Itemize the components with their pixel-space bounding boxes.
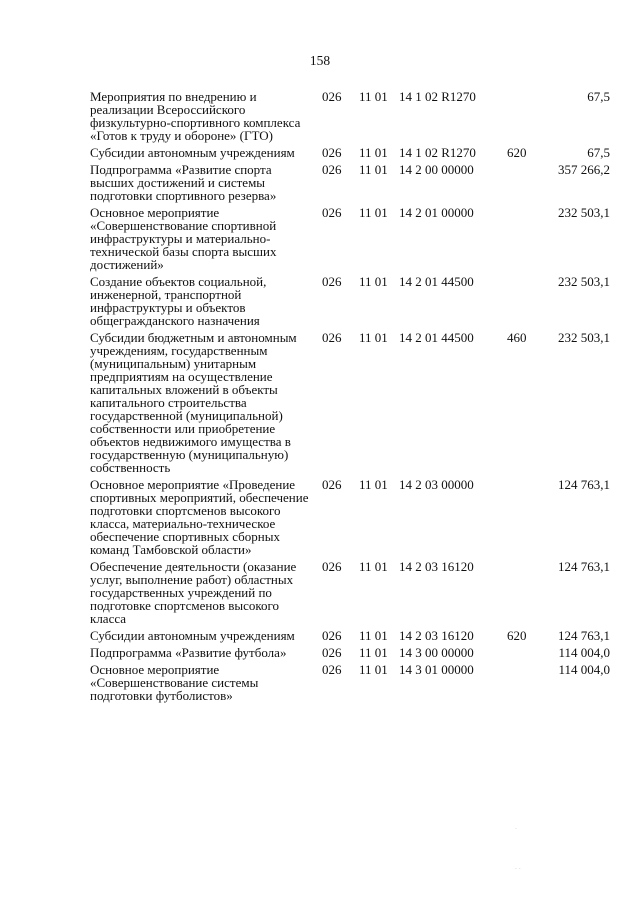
- row-amount: 114 004,0: [558, 662, 610, 677]
- table-row: [90, 629, 610, 646]
- row-target-code: 14 3 01 00000: [399, 662, 474, 677]
- row-target-code: 14 3 00 00000: [399, 645, 474, 660]
- table-row: [90, 646, 610, 663]
- table-row: [90, 90, 610, 146]
- row-section-code: 11 01: [359, 274, 388, 289]
- row-name: Основное мероприятие «Проведение спортивных мероприятий, обеспечение подготовки спортсменов высокого класса, материально-техническое обеспечение спортивных сборных команд Тамбовской области»: [90, 477, 309, 557]
- row-expense-type: [507, 163, 540, 206]
- row-expense-type: [507, 90, 540, 146]
- row-amount: 357 266,2: [558, 162, 610, 177]
- row-section-code: 11 01: [359, 145, 388, 160]
- row-name: Субсидии автономным учреждениям: [90, 145, 295, 160]
- row-expense-type: [507, 275, 540, 331]
- row-section-code: 11 01: [359, 477, 388, 492]
- row-expense-type: 460: [507, 330, 527, 345]
- row-section-code: 11 01: [359, 205, 388, 220]
- table-row: [90, 163, 610, 206]
- row-expense-type: [507, 663, 540, 706]
- row-expense-type: 620: [507, 145, 527, 160]
- scan-artifact: ·: [515, 826, 517, 833]
- row-amount: 232 503,1: [558, 274, 610, 289]
- row-name: Субсидии бюджетным и автономным учреждениям, государственным (муниципальным) унитарным предприятиям на осуществление капитальных вложений в объекты капитального строительства государственной (муниципальной) собственности или приобретение объектов недвижимого имущества в государственную (муниципальную) собственность: [90, 330, 297, 475]
- row-name: Субсидии автономным учреждениям: [90, 628, 295, 643]
- row-section-code: 11 01: [359, 330, 388, 345]
- row-amount: 124 763,1: [558, 628, 610, 643]
- table-row: [90, 331, 610, 478]
- row-section-code: 11 01: [359, 162, 388, 177]
- table-row: [90, 146, 610, 163]
- table-row: [90, 275, 610, 331]
- row-grbs-code: 026: [322, 162, 342, 177]
- row-amount: 67,5: [587, 89, 610, 104]
- row-grbs-code: 026: [322, 645, 342, 660]
- row-grbs-code: 026: [322, 205, 342, 220]
- row-grbs-code: 026: [322, 274, 342, 289]
- row-name: Создание объектов социальной, инженерной, транспортной инфраструктуры и объектов общегражданского назначения: [90, 274, 267, 328]
- table-row: [90, 206, 610, 275]
- scan-artifact: · ·: [515, 866, 521, 873]
- table-row: [90, 478, 610, 560]
- row-target-code: 14 2 01 44500: [399, 274, 474, 289]
- row-name: Обеспечение деятельности (оказание услуг, выполнение работ) областных государственных учреждений по подготовке спортсменов высокого класса: [90, 559, 297, 626]
- row-grbs-code: 026: [322, 662, 342, 677]
- row-grbs-code: 026: [322, 89, 342, 104]
- row-grbs-code: 026: [322, 145, 342, 160]
- row-name: Подпрограмма «Развитие спорта высших достижений и системы подготовки спортивного резерва»: [90, 162, 277, 203]
- row-amount: 232 503,1: [558, 205, 610, 220]
- row-section-code: 11 01: [359, 645, 388, 660]
- row-name: Подпрограмма «Развитие футбола»: [90, 645, 287, 660]
- row-amount: 67,5: [587, 145, 610, 160]
- row-target-code: 14 2 03 16120: [399, 559, 474, 574]
- row-target-code: 14 2 01 00000: [399, 205, 474, 220]
- row-section-code: 11 01: [359, 662, 388, 677]
- budget-table: [90, 90, 610, 706]
- row-grbs-code: 026: [322, 628, 342, 643]
- page-number: 158: [309, 53, 331, 68]
- table-row: [90, 663, 610, 706]
- row-target-code: 14 2 01 44500: [399, 330, 474, 345]
- row-amount: 232 503,1: [558, 330, 610, 345]
- row-grbs-code: 026: [322, 559, 342, 574]
- row-target-code: 14 2 03 00000: [399, 477, 474, 492]
- row-expense-type: [507, 206, 540, 275]
- row-amount: 124 763,1: [558, 559, 610, 574]
- row-section-code: 11 01: [359, 628, 388, 643]
- row-name: Мероприятия по внедрению и реализации Всероссийского физкультурно-спортивного комплекса «Готов к труду и обороне» (ГТО): [90, 89, 301, 143]
- table-row: [90, 560, 610, 629]
- row-section-code: 11 01: [359, 559, 388, 574]
- row-grbs-code: 026: [322, 477, 342, 492]
- row-expense-type: [507, 560, 540, 629]
- row-target-code: 14 2 03 16120: [399, 628, 474, 643]
- row-amount: 124 763,1: [558, 477, 610, 492]
- row-name: Основное мероприятие «Совершенствование спортивной инфраструктуры и материально-технической базы спорта высших достижений»: [90, 205, 277, 272]
- row-grbs-code: 026: [322, 330, 342, 345]
- row-name: Основное мероприятие «Совершенствование системы подготовки футболистов»: [90, 662, 259, 703]
- row-target-code: 14 1 02 R1270: [399, 89, 476, 104]
- row-target-code: 14 2 00 00000: [399, 162, 474, 177]
- row-expense-type: [507, 646, 540, 663]
- row-expense-type: [507, 478, 540, 560]
- row-amount: 114 004,0: [558, 645, 610, 660]
- row-expense-type: 620: [507, 628, 527, 643]
- row-section-code: 11 01: [359, 89, 388, 104]
- row-target-code: 14 1 02 R1270: [399, 145, 476, 160]
